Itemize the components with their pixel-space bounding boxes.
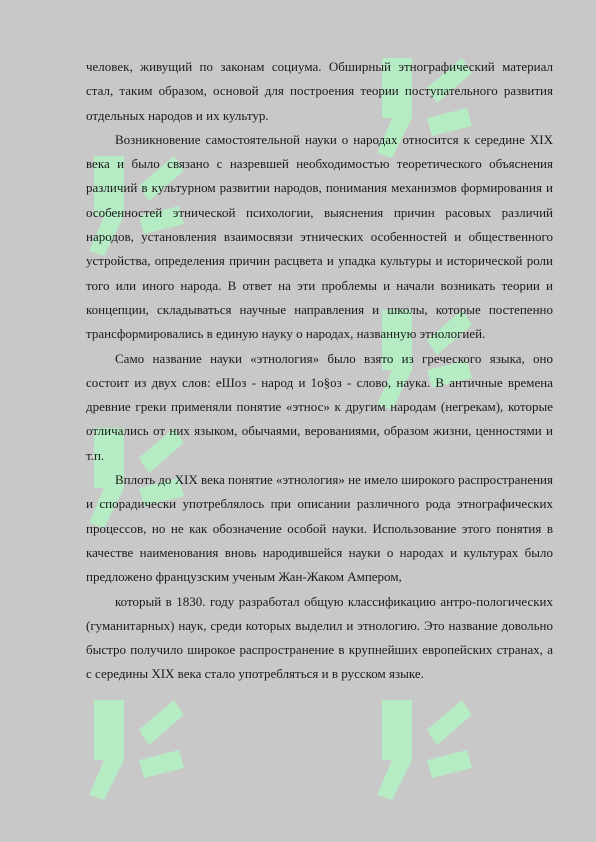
paragraph-origin-of-science: Возникновение самостоятельной науки о народах относится к середине XIX века и было связано с назревшей необходимостью теоретического объяснения различий в культурном развитии народов, понимания механизмов формирования и особенностей этнической психологии, выяснения причин расовых различий народов, установления взаимосвязи этнических особенностей и общественного устройства, определения причин расцвета и упадка культуры и исторической роли того или иного народа. В ответ на эти проблемы и начали возникать теории и концепции, складываться научные направления и школы, которые постепенно трансформировались в единую науку о народах, названную этнологией. — [86, 131, 553, 342]
paragraph-term-usage: Вплоть до XIX века понятие «этнология» не имело широкого распространения и спорадически употреблялось при описании различного рода этнографических процессов, но не как обозначение особой науки. Использование этого понятия в качестве наименования вновь народившейся науки о народах и культурах было предложено французским ученым Жан-Жаком Ампером, — [86, 472, 553, 585]
paragraph-classification: который в 1830. году разработал общую классификацию антро-пологических (гуманитарных) наук, среди которых выделил и этнологию. Это название довольно быстро получило широкое распространение в крупнейших европейских странах, а с середины XIX века стало употребляться и в русском языке. — [86, 593, 553, 682]
watermark-logo — [372, 690, 482, 810]
document-page — [86, 55, 553, 687]
paragraph-continuation: человек, живущий по законам социума. Обширный этнографический материал стал, таким образом, основой для построения теории поступательного развития отдельных народов и их культур. — [86, 59, 553, 123]
watermark-logo — [84, 690, 194, 810]
paragraph-term-etymology: Само название науки «этнология» было взято из греческого языка, оно состоит из двух слов: еШоз - народ и 1о§оз - слово, наука. В античные времена древние греки применяли понятие «этнос» к другим народам (негрекам), которые отличались от них языком, обычаями, верованиями, образом жизни, ценностями и т.п. — [86, 350, 553, 463]
